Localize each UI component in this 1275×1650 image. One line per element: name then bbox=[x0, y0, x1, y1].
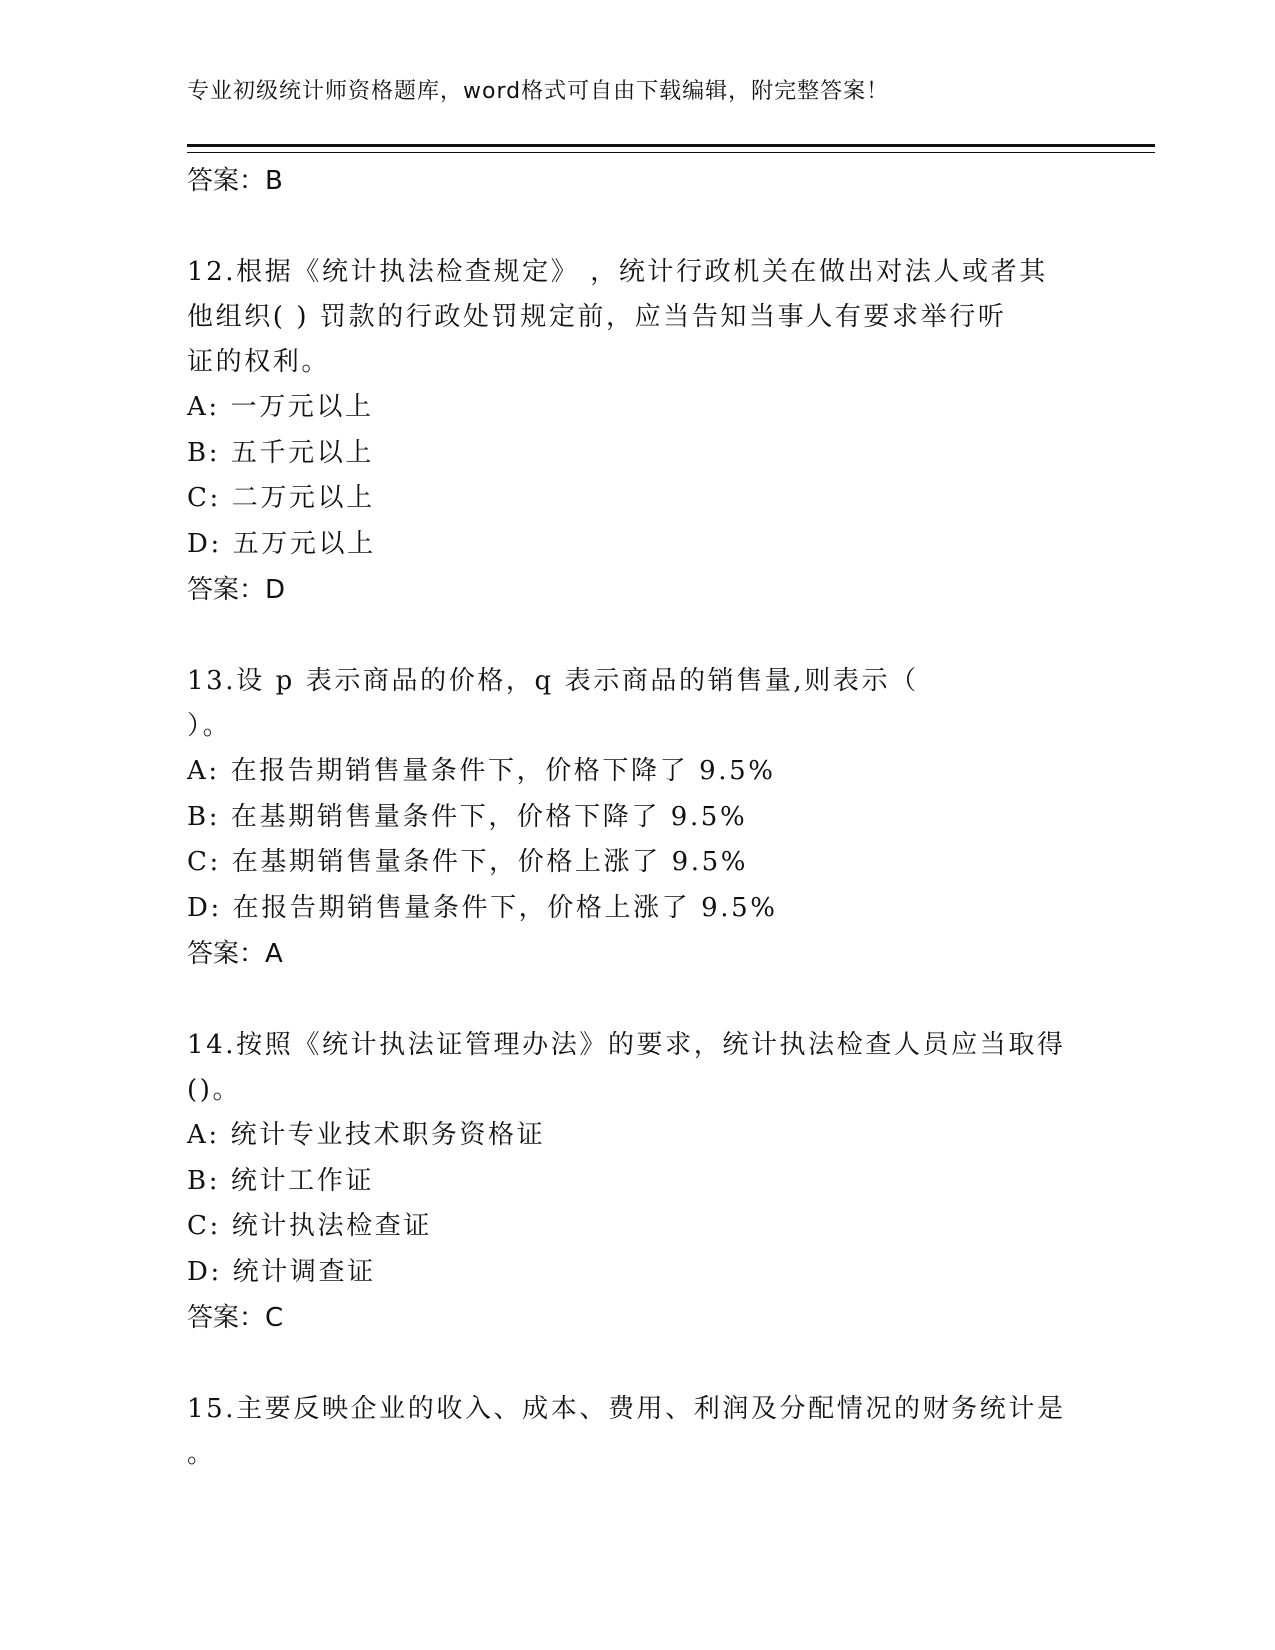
answer-line: 答案：A bbox=[187, 939, 283, 969]
document-header: 专业初级统计师资格题库，word格式可自由下载编辑，附完整答案！ bbox=[187, 79, 890, 104]
question-text-line: 。 bbox=[187, 1439, 216, 1469]
option-b: B: 五千元以上 bbox=[187, 437, 374, 468]
question-block bbox=[187, 250, 1087, 613]
question-text-line: 他组织( ) 罚款的行政处罚规定前，应当告知当事人有要求举行听 bbox=[187, 302, 1007, 332]
question-text-line: 15.主要反映企业的收入、成本、费用、利润及分配情况的财务统计是 bbox=[187, 1394, 1066, 1424]
header-divider bbox=[187, 144, 1155, 153]
question-block bbox=[187, 1023, 1087, 1341]
answer-line: 答案：D bbox=[187, 575, 286, 605]
option-b: B: 统计工作证 bbox=[187, 1165, 374, 1196]
option-d: D: 五万元以上 bbox=[187, 528, 376, 559]
question-text-line: 12.根据《统计执法检查规定》 ，统计行政机关在做出对法人或者其 bbox=[187, 257, 1048, 287]
option-c: C: 在基期销售量条件下，价格上涨了 9.5% bbox=[187, 847, 749, 877]
option-c: C: 统计执法检查证 bbox=[187, 1211, 432, 1241]
spacer bbox=[187, 977, 1087, 1023]
question-block bbox=[187, 659, 1087, 977]
option-a: A: 在报告期销售量条件下，价格下降了 9.5% bbox=[187, 756, 776, 786]
question-text-line: 13.设 p 表示商品的价格，q 表示商品的销售量,则表示（ bbox=[187, 666, 919, 696]
option-d: D: 在报告期销售量条件下，价格上涨了 9.5% bbox=[187, 892, 778, 923]
spacer bbox=[187, 613, 1087, 659]
question-text-line: 14.按照《统计执法证管理办法》的要求，统计执法检查人员应当取得 bbox=[187, 1030, 1066, 1060]
option-b: B: 在基期销售量条件下，价格下降了 9.5% bbox=[187, 801, 748, 832]
spacer bbox=[187, 204, 1087, 250]
question-list bbox=[187, 158, 1087, 1477]
question-block bbox=[187, 1387, 1087, 1477]
option-a: A: 一万元以上 bbox=[187, 392, 374, 422]
question-text-line: ）。 bbox=[187, 711, 232, 741]
question-text-line: 证的权利。 bbox=[187, 347, 331, 377]
answer-line: 答案：B bbox=[187, 166, 283, 196]
answer-line: 答案：C bbox=[187, 1303, 284, 1333]
option-a: A: 统计专业技术职务资格证 bbox=[187, 1120, 546, 1150]
question-text-line: ()。 bbox=[187, 1075, 242, 1105]
option-c: C: 二万元以上 bbox=[187, 483, 375, 513]
option-d: D: 统计调查证 bbox=[187, 1256, 376, 1287]
spacer bbox=[187, 1341, 1087, 1387]
